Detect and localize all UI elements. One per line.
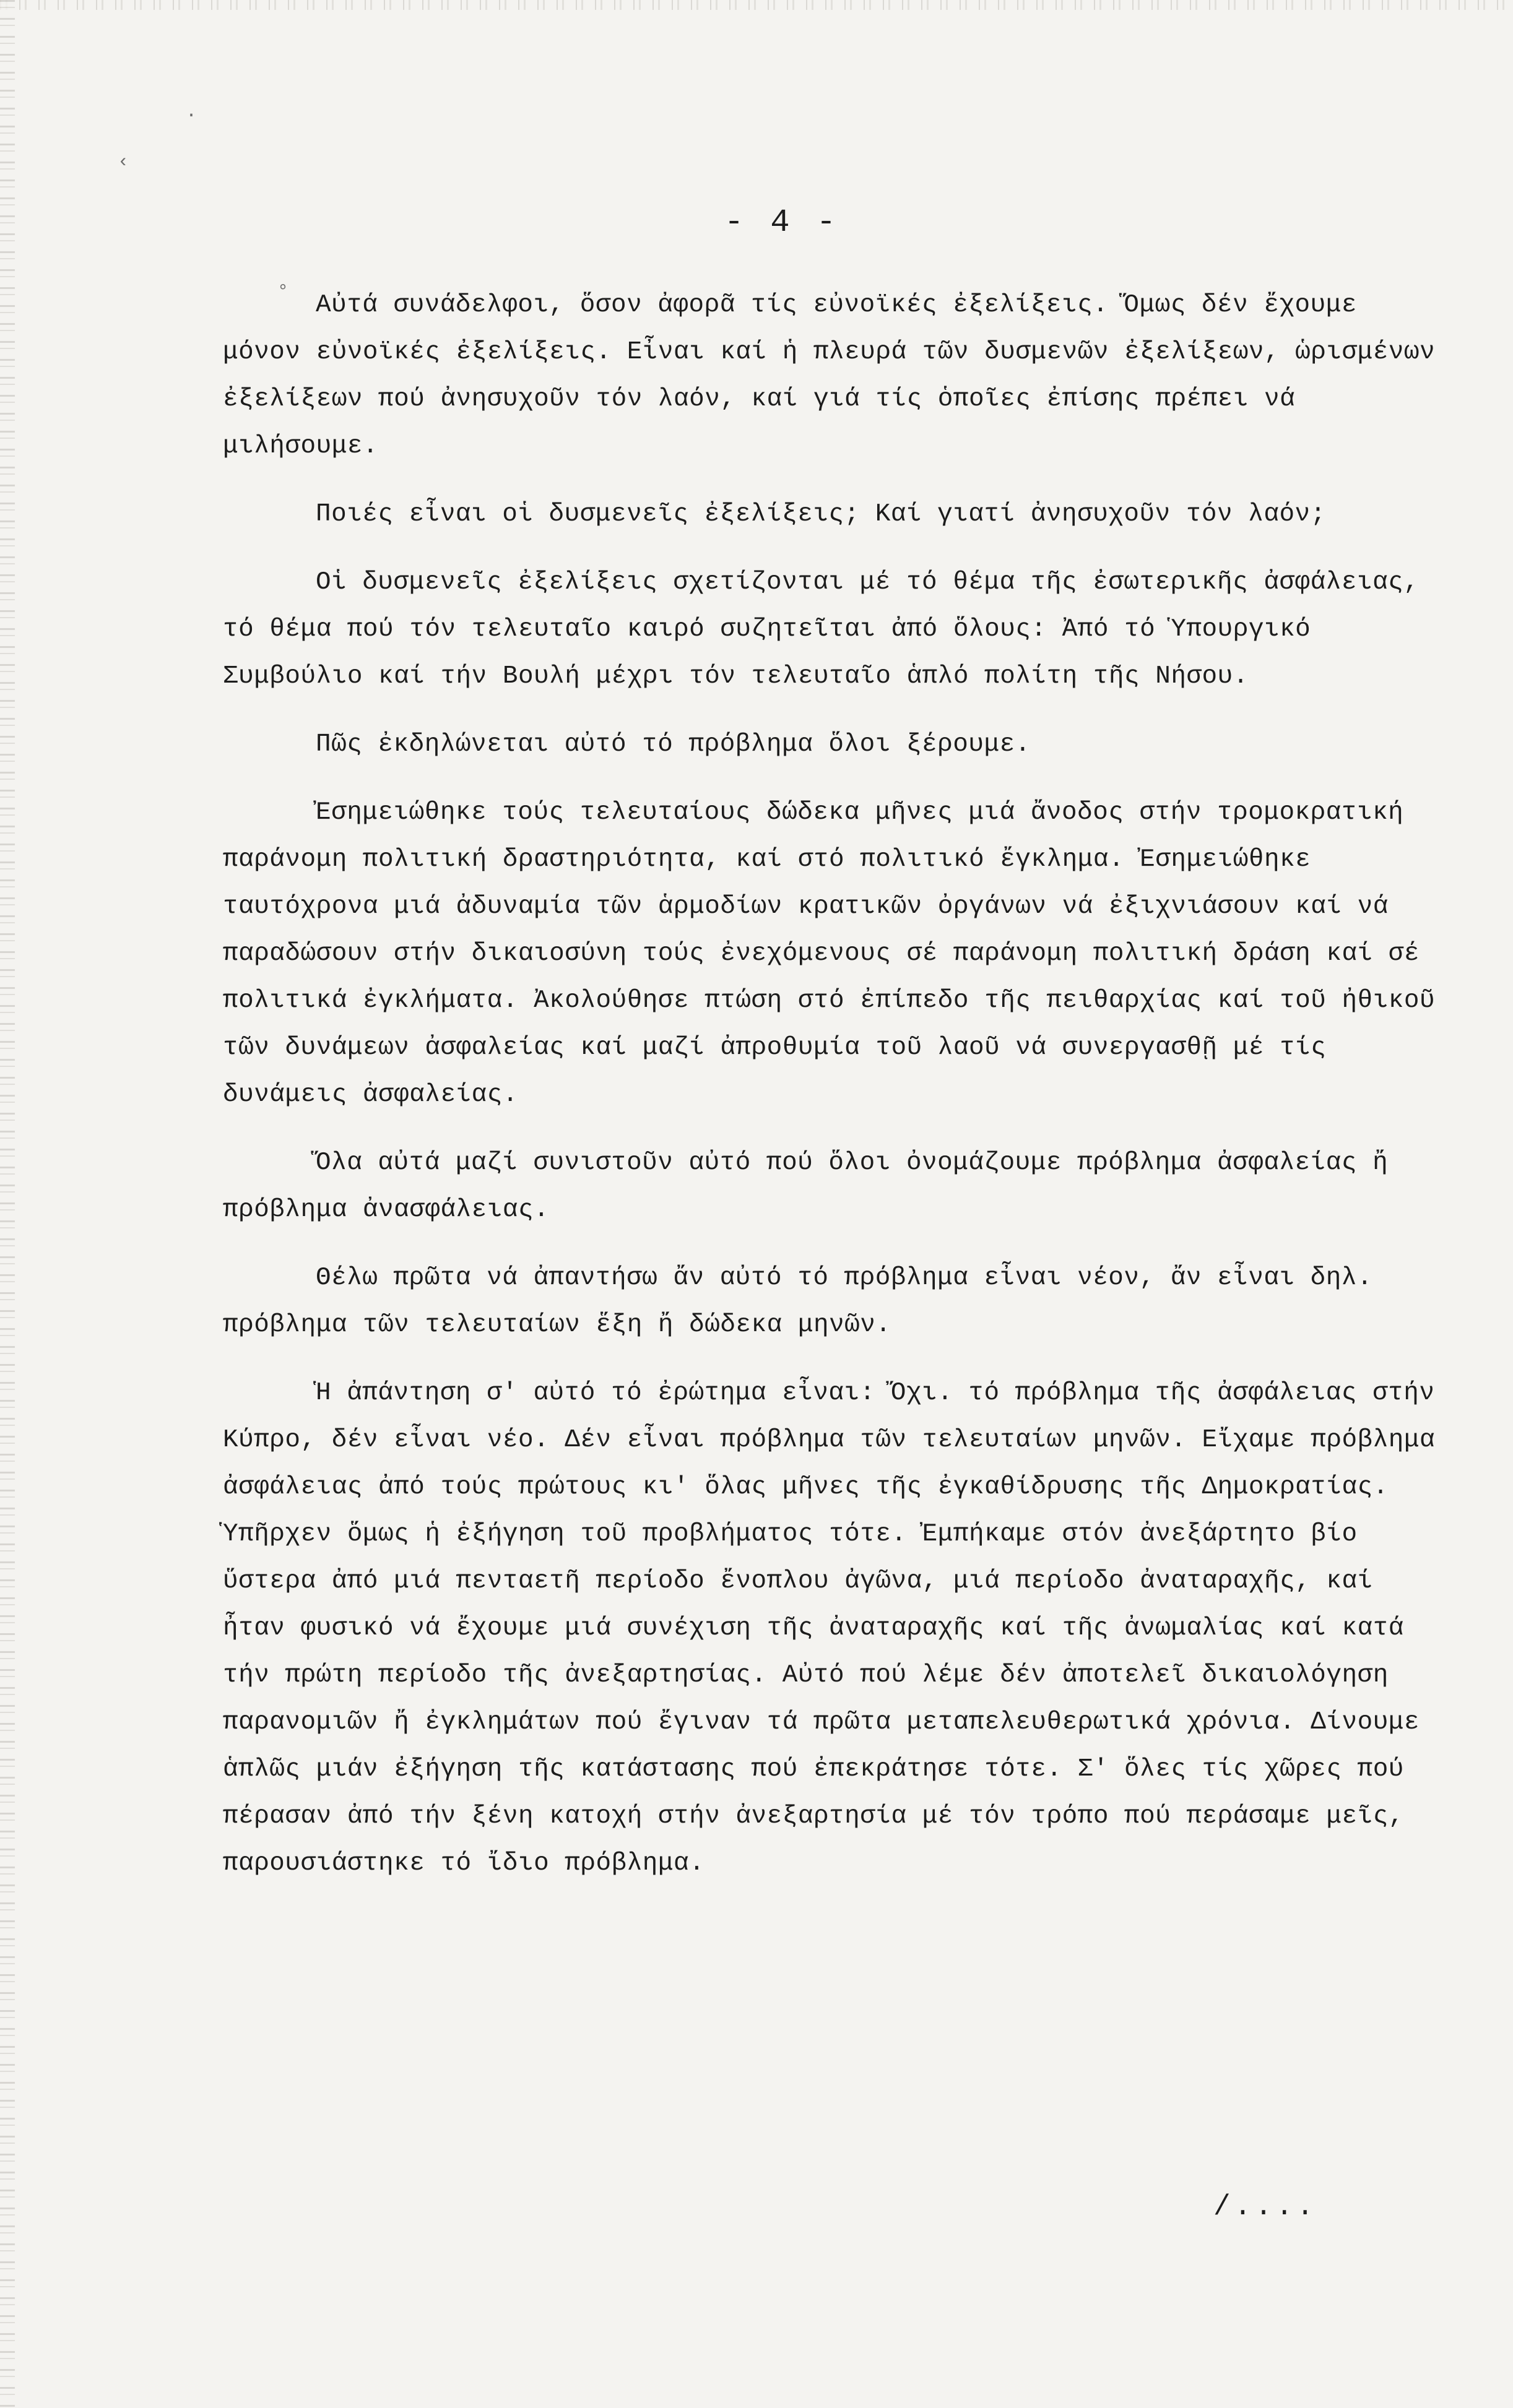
paragraph-8: Ἡ ἀπάντηση σ' αὐτό τό ἐρώτημα εἶναι: Ὄχι. τό πρόβλημα τῆς ἀσφάλειας στήν Κύπρο, δέν εἶναι νέο. Δέν εἶναι πρόβλημα τῶν τελευταίων μηνῶν. Εἴχαμε πρόβλημα ἀσφάλειας ἀπό τούς πρώτους κι' ὅλας μῆνες τῆς ἐγκαθίδρυσης τῆς Δημοκρατίας. Ὑπῆρχεν ὅμως ἡ ἐξήγηση τοῦ προβλήματος τότε. Ἐμπήκαμε στόν ἀνεξάρτητο βίο ὕστερα ἀπό μιά πενταετῆ περίοδο ἔνοπλου ἀγῶνα, μιά περίοδο ἀναταραχῆς, καί ἦταν φυσικό νά ἔχουμε μιά συνέχιση τῆς ἀναταραχῆς καί τῆς ἀνωμαλίας καί κατά τήν πρώτη περίοδο τῆς ἀνεξαρτησίας. Αὐτό πού λέμε δέν ἀποτελεῖ δικαιολόγηση παρανομιῶν ἤ ἐγκλημάτων πού ἔγιναν τά πρῶτα μεταπελευθερωτικά χρόνια. Δίνουμε ἁπλῶς μιάν ἐξήγηση τῆς κατάστασης πού ἐπεκράτησε τότε. Σ' ὅλες τίς χῶρες πού πέρασαν ἀπό τήν ξένη κατοχή στήν ἀνεξαρτησία μέ τόν τρόπο πού περάσαμε μεῖς, παρουσιάστηκε τό ἴδιο πρόβλημα. (223, 1379, 1436, 1878)
paragraph-7: Θέλω πρῶτα νά ἀπαντήσω ἄν αὐτό τό πρόβλημα εἶναι νέον, ἄν εἶναι δηλ. πρόβλημα τῶν τελευταίων ἕξη ἤ δώδεκα μηνῶν. (223, 1264, 1373, 1339)
scan-speck-mark: ° (277, 282, 289, 303)
paragraph-6: Ὅλα αὐτά μαζί συνιστοῦν αὐτό πού ὅλοι ὀνομάζουμε πρόβλημα ἀσφαλείας ἤ πρόβλημα ἀνασφάλειας. (223, 1149, 1389, 1224)
paragraph-3: Οἱ δυσμενεῖς ἐξελίξεις σχετίζονται μέ τό θέμα τῆς ἐσωτερικῆς ἀσφάλειας, τό θέμα πού τόν τελευταῖο καιρό συζητεῖται ἀπό ὅλους: Ἀπό τό Ὑπουργικό Συμβούλιο καί τήν Βουλή μέχρι τόν τελευταῖο ἁπλό πολίτη τῆς Νήσου. (223, 568, 1420, 691)
scan-left-edge (0, 0, 15, 2408)
paragraph-1: Αὐτά συνάδελφοι, ὅσον ἀφορᾶ τίς εὐνοϊκές ἐξελίξεις. Ὅμως δέν ἔχουμε μόνον εὐνοϊκές ἐξελίξεις. Εἶναι καί ἡ πλευρά τῶν δυσμενῶν ἐξελίξεων, ὡρισμένων ἐξελίξεων πού ἀνησυχοῦν τόν λαόν, καί γιά τίς ὁποῖες ἐπίσης πρέπει νά μιλήσουμε. (223, 291, 1436, 460)
page-number: - 4 - (724, 204, 840, 241)
paragraph-4: Πῶς ἐκδηλώνεται αὐτό τό πρόβλημα ὅλοι ξέρουμε. (316, 730, 1031, 759)
document-body (223, 282, 1449, 1908)
scan-top-edge (0, 0, 1513, 10)
continuation-mark: /.... (1213, 2191, 1318, 2223)
paragraph-2: Ποιές εἶναι οἱ δυσμενεῖς ἐξελίξεις; Καί γιατί ἀνησυχοῦν τόν λαόν; (316, 500, 1326, 529)
scan-speck-mark: · (186, 105, 197, 126)
scan-speck-mark: ‹ (118, 152, 129, 173)
paragraph-5: Ἐσημειώθηκε τούς τελευταίους δώδεκα μῆνες μιά ἄνοδος στήν τρομοκρατική παράνομη πολιτική δραστηριότητα, καί στό πολιτικό ἔγκλημα. Ἐσημειώθηκε ταυτόχρονα μιά ἀδυναμία τῶν ἁρμοδίων κρατικῶν ὀργάνων νά ἐξιχνιάσουν καί νά παραδώσουν στήν δικαιοσύνη τούς ἐνεχόμενους σέ παράνομη πολιτική δράση καί σέ πολιτικά ἐγκλήματα. Ἀκολούθησε πτώση στό ἐπίπεδο τῆς πειθαρχίας καί τοῦ ἠθικοῦ τῶν δυνάμεων ἀσφαλείας καί μαζί ἀπροθυμία τοῦ λαοῦ νά συνεργασθῇ μέ τίς δυνάμεις ἀσφαλείας. (223, 798, 1436, 1109)
